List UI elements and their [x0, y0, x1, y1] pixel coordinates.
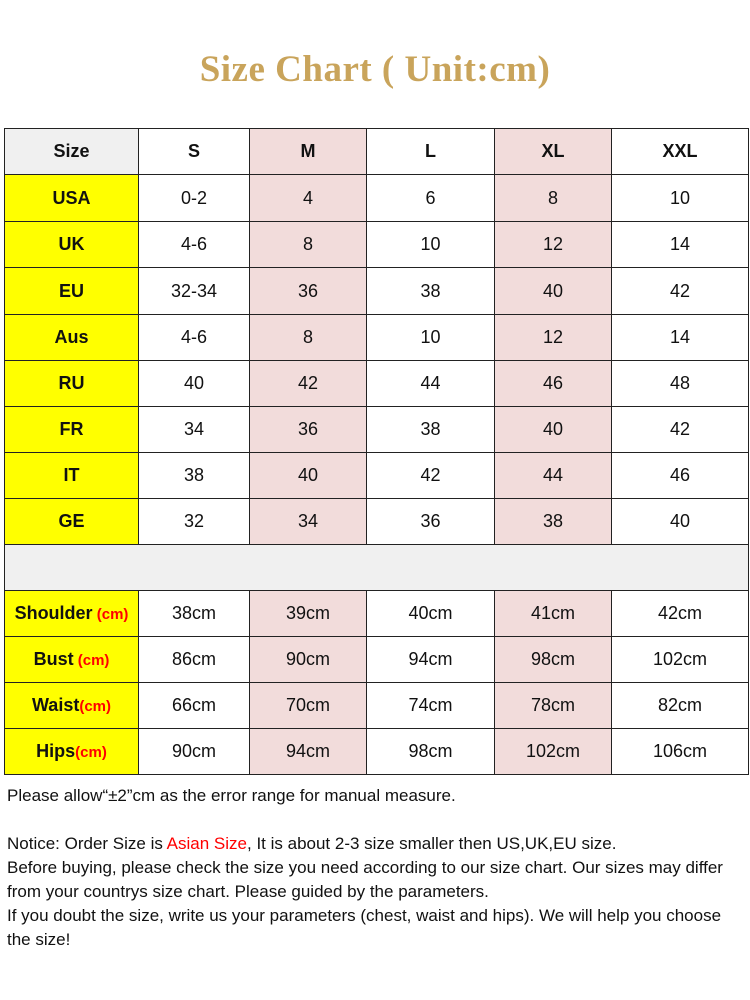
table-cell: 98cm: [495, 637, 612, 683]
table-cell: 66cm: [139, 683, 250, 729]
table-cell: 38cm: [139, 591, 250, 637]
table-row: [5, 591, 749, 637]
table-cell: 14: [612, 222, 749, 268]
table-cell: 40: [495, 407, 612, 453]
contact-text: If you doubt the size, write us your parameters (chest, waist and hips). We will help you choose the size!: [7, 906, 722, 949]
table-row: [5, 361, 749, 407]
table-cell: 74cm: [367, 683, 495, 729]
table-cell: 8: [250, 222, 367, 268]
measure-label: Shoulder: [14, 603, 93, 623]
table-row: [5, 315, 749, 361]
table-cell: 48: [612, 361, 749, 407]
table-row: [5, 637, 749, 683]
header-cell-m: M: [250, 129, 367, 175]
row-label: USA: [5, 175, 139, 222]
table-cell: 102cm: [612, 637, 749, 683]
error-range-note: Please allow“±2”cm as the error range for manual measure.: [7, 786, 456, 805]
size-chart-table: [4, 128, 749, 775]
table-cell: 102cm: [495, 729, 612, 775]
table-row: [5, 453, 749, 499]
table-cell: 6: [367, 175, 495, 222]
table-cell: 106cm: [612, 729, 749, 775]
header-cell-s: S: [139, 129, 250, 175]
table-cell: 14: [612, 315, 749, 361]
table-cell: 42: [612, 407, 749, 453]
table-cell: 90cm: [139, 729, 250, 775]
table-cell: 36: [250, 407, 367, 453]
guidance-text: Before buying, please check the size you need according to our size chart. Our sizes may differ from your countrys size chart. Please guided by the parameters.: [7, 858, 723, 901]
table-row: [5, 499, 749, 545]
notice-line: [7, 832, 747, 856]
table-cell: 94cm: [250, 729, 367, 775]
row-label: UK: [5, 222, 139, 268]
table-cell: 8: [495, 175, 612, 222]
table-row: [5, 407, 749, 453]
header-cell-xl: XL: [495, 129, 612, 175]
measure-label: Waist: [31, 695, 80, 715]
row-label: FR: [5, 407, 139, 453]
row-label: [5, 683, 139, 729]
table-cell: 32: [139, 499, 250, 545]
table-cell: 34: [139, 407, 250, 453]
table-cell: 40: [495, 268, 612, 315]
table-cell: 12: [495, 315, 612, 361]
header-cell-size: Size: [5, 129, 139, 175]
table-cell: 46: [612, 453, 749, 499]
table-cell: 0-2: [139, 175, 250, 222]
table-cell: 98cm: [367, 729, 495, 775]
table-cell: 36: [250, 268, 367, 315]
table-row: [5, 222, 749, 268]
table-cell: 38: [139, 453, 250, 499]
table-cell: 40cm: [367, 591, 495, 637]
table-cell: 4: [250, 175, 367, 222]
table-cell: 86cm: [139, 637, 250, 683]
table-cell: 4-6: [139, 315, 250, 361]
spacer-cell: [5, 545, 749, 591]
table-row: [5, 268, 749, 315]
table-cell: 78cm: [495, 683, 612, 729]
spacer-row: [5, 545, 749, 591]
table-cell: 44: [495, 453, 612, 499]
table-cell: 38: [367, 407, 495, 453]
asian-size-highlight: Asian Size: [166, 834, 247, 853]
row-label: Aus: [5, 315, 139, 361]
table-cell: 42: [367, 453, 495, 499]
row-label: IT: [5, 453, 139, 499]
table-cell: 38: [495, 499, 612, 545]
table-cell: 10: [367, 222, 495, 268]
row-label: [5, 729, 139, 775]
table-cell: 40: [250, 453, 367, 499]
table-cell: 90cm: [250, 637, 367, 683]
row-label: EU: [5, 268, 139, 315]
table-cell: 12: [495, 222, 612, 268]
table-cell: 8: [250, 315, 367, 361]
table-cell: 42: [250, 361, 367, 407]
row-label: RU: [5, 361, 139, 407]
table-cell: 4-6: [139, 222, 250, 268]
table-cell: 36: [367, 499, 495, 545]
table-cell: 94cm: [367, 637, 495, 683]
table-row: [5, 729, 749, 775]
table-cell: 10: [367, 315, 495, 361]
notice-suffix: , It is about 2-3 size smaller then US,UK,EU size.: [247, 834, 617, 853]
table-cell: 10: [612, 175, 749, 222]
table-cell: 82cm: [612, 683, 749, 729]
table-cell: 39cm: [250, 591, 367, 637]
unit-label: (cm): [79, 698, 111, 715]
table-cell: 42: [612, 268, 749, 315]
table-cell: 32-34: [139, 268, 250, 315]
table-cell: 41cm: [495, 591, 612, 637]
unit-label: (cm): [92, 606, 129, 623]
header-row: [5, 129, 749, 175]
table-cell: 34: [250, 499, 367, 545]
table-cell: 46: [495, 361, 612, 407]
row-label: [5, 591, 139, 637]
header-cell-xxl: XXL: [612, 129, 749, 175]
table-row: [5, 175, 749, 222]
row-label: [5, 637, 139, 683]
row-label: GE: [5, 499, 139, 545]
unit-label: (cm): [75, 744, 107, 761]
table-cell: 42cm: [612, 591, 749, 637]
table-cell: 40: [139, 361, 250, 407]
table-cell: 44: [367, 361, 495, 407]
table-cell: 70cm: [250, 683, 367, 729]
measure-label: Hips: [36, 741, 76, 761]
header-cell-l: L: [367, 129, 495, 175]
notice-prefix: Notice: Order Size is: [7, 834, 167, 853]
table-cell: 40: [612, 499, 749, 545]
measure-label: Bust: [33, 649, 74, 669]
table-cell: 38: [367, 268, 495, 315]
size-notice: [7, 832, 747, 952]
table-row: [5, 683, 749, 729]
unit-label: (cm): [73, 652, 110, 669]
page-title: Size Chart ( Unit:cm): [199, 49, 551, 90]
